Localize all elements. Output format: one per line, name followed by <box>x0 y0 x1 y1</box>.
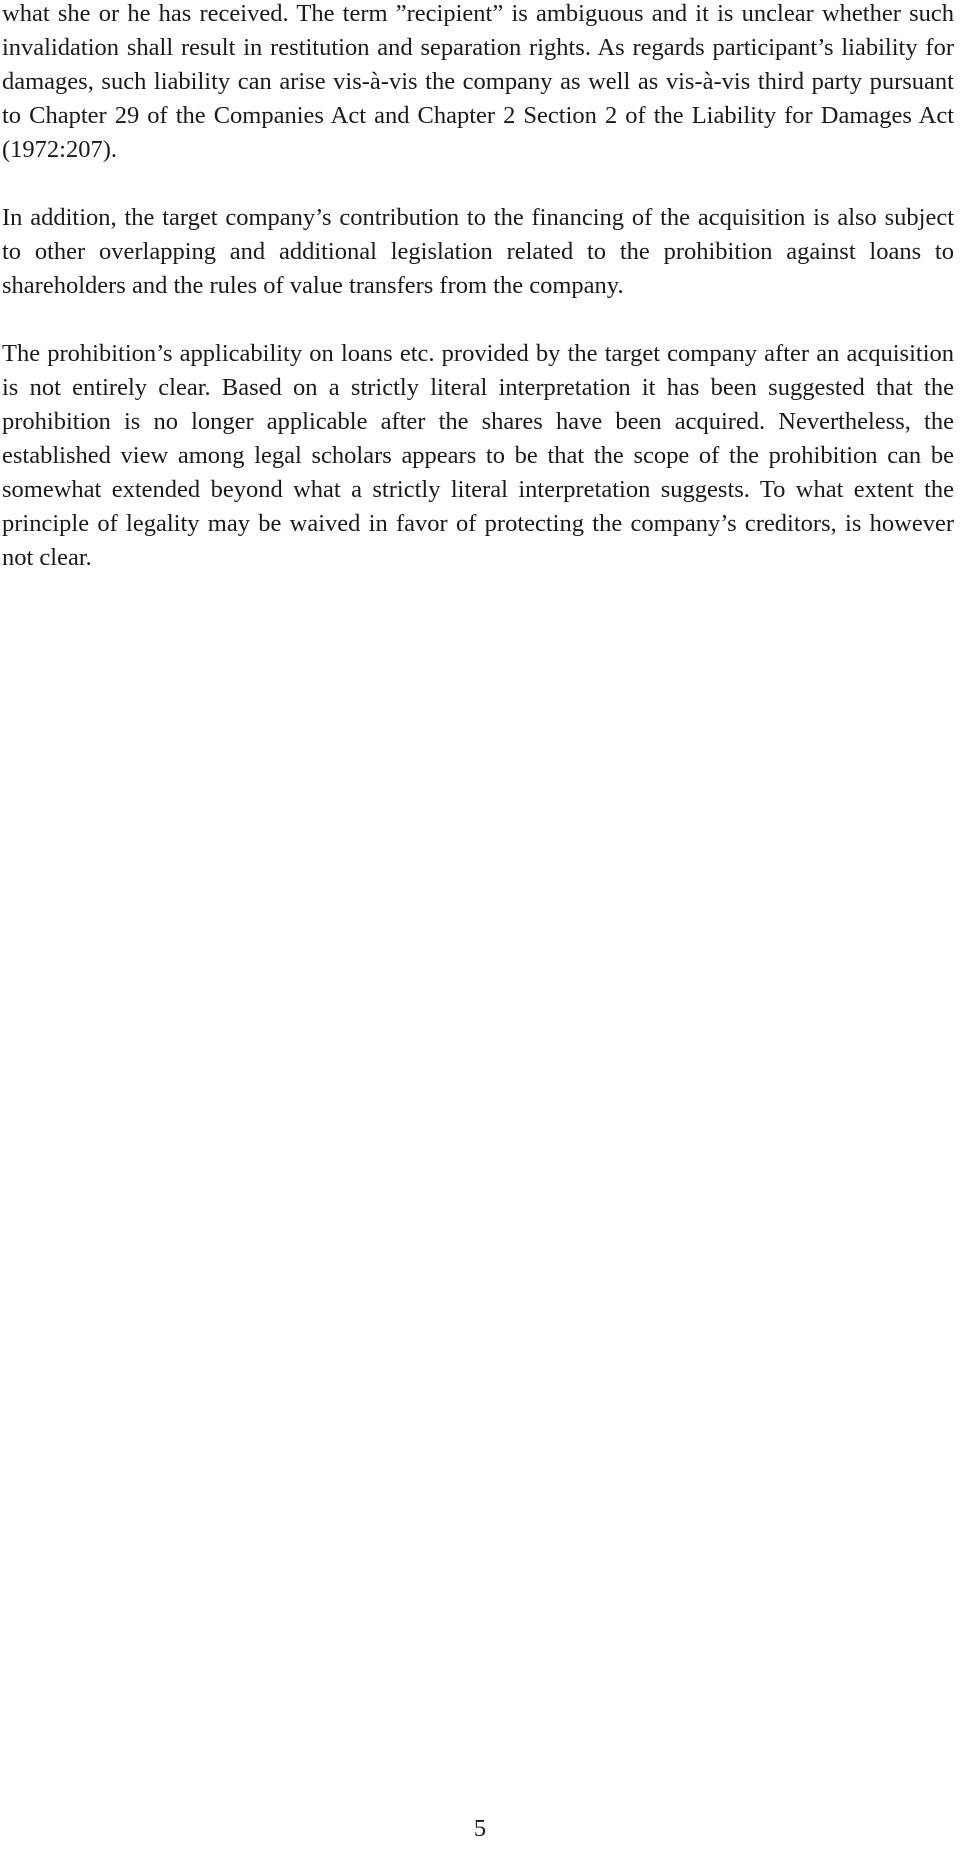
document-body <box>2 0 954 575</box>
paragraph-prohibition-applicability: The prohibition’s applicability on loans etc. provided by the target company after an acquisition is not entirely clear. Based on a strictly literal interpretation it has been suggested that the prohibition is no longer applicable after the shares have been acquired. Nevertheless, the established view among legal scholars appears to be that the scope of the prohibition can be somewhat extended beyond what a strictly literal interpretation suggests. To what extent the principle of legality may be waived in favor of protecting the company’s creditors, is however not clear. <box>2 340 954 571</box>
paragraph-liability: what she or he has received. The term ”recipient” is ambiguous and it is unclear whether such invalidation shall result in restitution and separation rights. As regards participant’s liability for damages, such liability can arise vis-à-vis the company as well as vis-à-vis third party pursuant to Chapter 29 of the Companies Act and Chapter 2 Section 2 of the Liability for Damages Act (1972:207). <box>2 0 954 163</box>
paragraph-target-company-contribution: In addition, the target company’s contribution to the financing of the acquisition is also subject to other overlapping and additional legislation related to the prohibition against loans to shareholders and the rules of value transfers from the company. <box>2 204 954 299</box>
page-number: 5 <box>473 1815 487 1842</box>
